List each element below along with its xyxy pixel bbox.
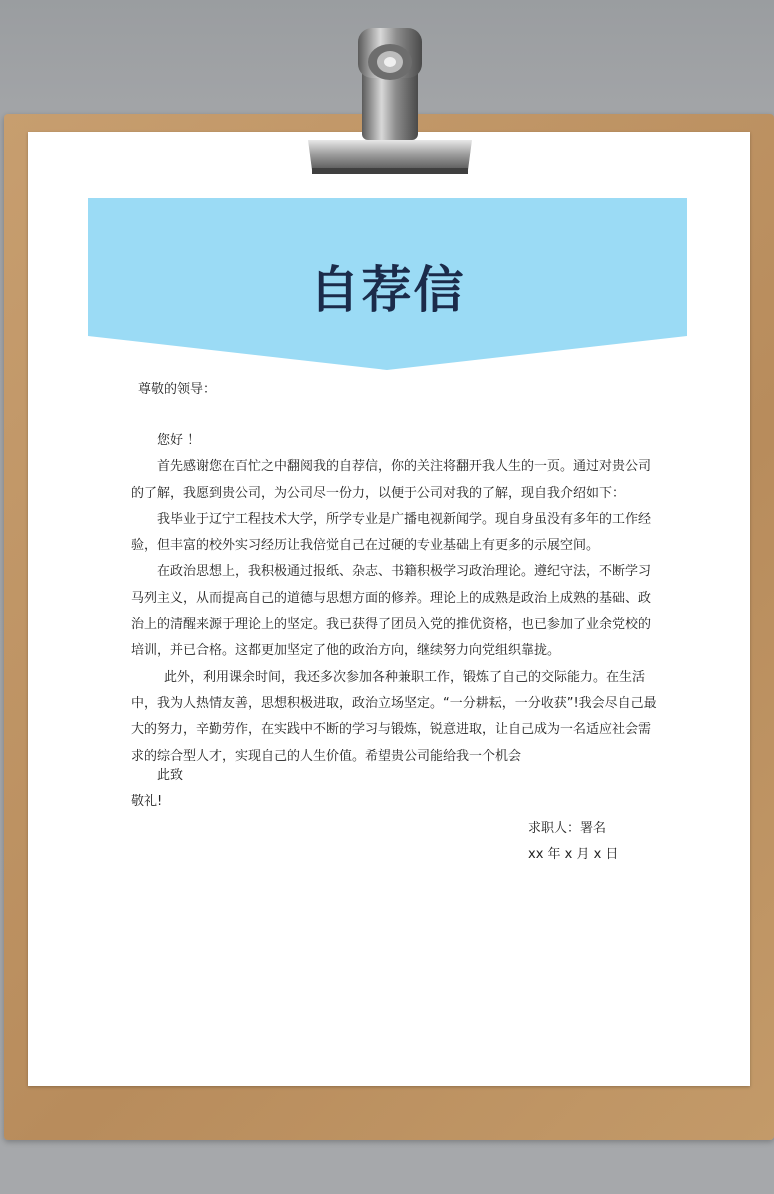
- letter-body: [131, 428, 659, 770]
- paragraph-education: 我毕业于辽宁工程技术大学，所学专业是广播电视新闻学。现自身虽没有多年的工作经验，但丰富的校外实习经历让我倍觉自己在过硬的专业基础上有更多的示展空间。: [131, 511, 652, 554]
- binder-clip-icon: [290, 22, 480, 178]
- paragraph-activities: 此外，利用课余时间，我还多次参加各种兼职工作，锻炼了自己的交际能力。在生活中，我为人热情友善，思想积极进取，政治立场坚定。“一分耕耘，一分收获”!我会尽自己最大的努力，辛勤劳作，在实践中不断的学习与锻炼，锐意进取，让自己成为一名适应社会需求的综合型人才，实现自己的人生价值。希望贵公司能给我一个机会: [131, 669, 657, 764]
- signature: 求职人：署名: [528, 821, 607, 836]
- page-title: 自荐信: [309, 261, 466, 319]
- salutation: 尊敬的领导：: [138, 382, 217, 397]
- paragraph-intro: 首先感谢您在百忙之中翻阅我的自荐信，你的关注将翻开我人生的一页。通过对贵公司的了解，我愿到贵公司，为公司尽一份力，以便于公司对我的了解，现自我介绍如下：: [131, 459, 652, 501]
- respect-line: 敬礼!: [131, 794, 163, 809]
- paragraph-hello: 您好 ！: [157, 433, 201, 448]
- signature-date: xx 年 x 月 x 日: [528, 847, 619, 862]
- closing-line: 此致: [157, 768, 184, 783]
- paragraph-politics: 在政治思想上，我积极通过报纸、杂志、书籍积极学习政治理论。遵纪守法，不断学习马列主义，从而提高自己的道德与思想方面的修养。理论上的成熟是政治上成熟的基础、政治上的清醒来源于理论上的坚定。我已获得了团员入党的推优资格，也已参加了业余党校的培训，并已合格。这都更加坚定了他的政治方向，继续努力向党组织靠拢。: [131, 564, 652, 659]
